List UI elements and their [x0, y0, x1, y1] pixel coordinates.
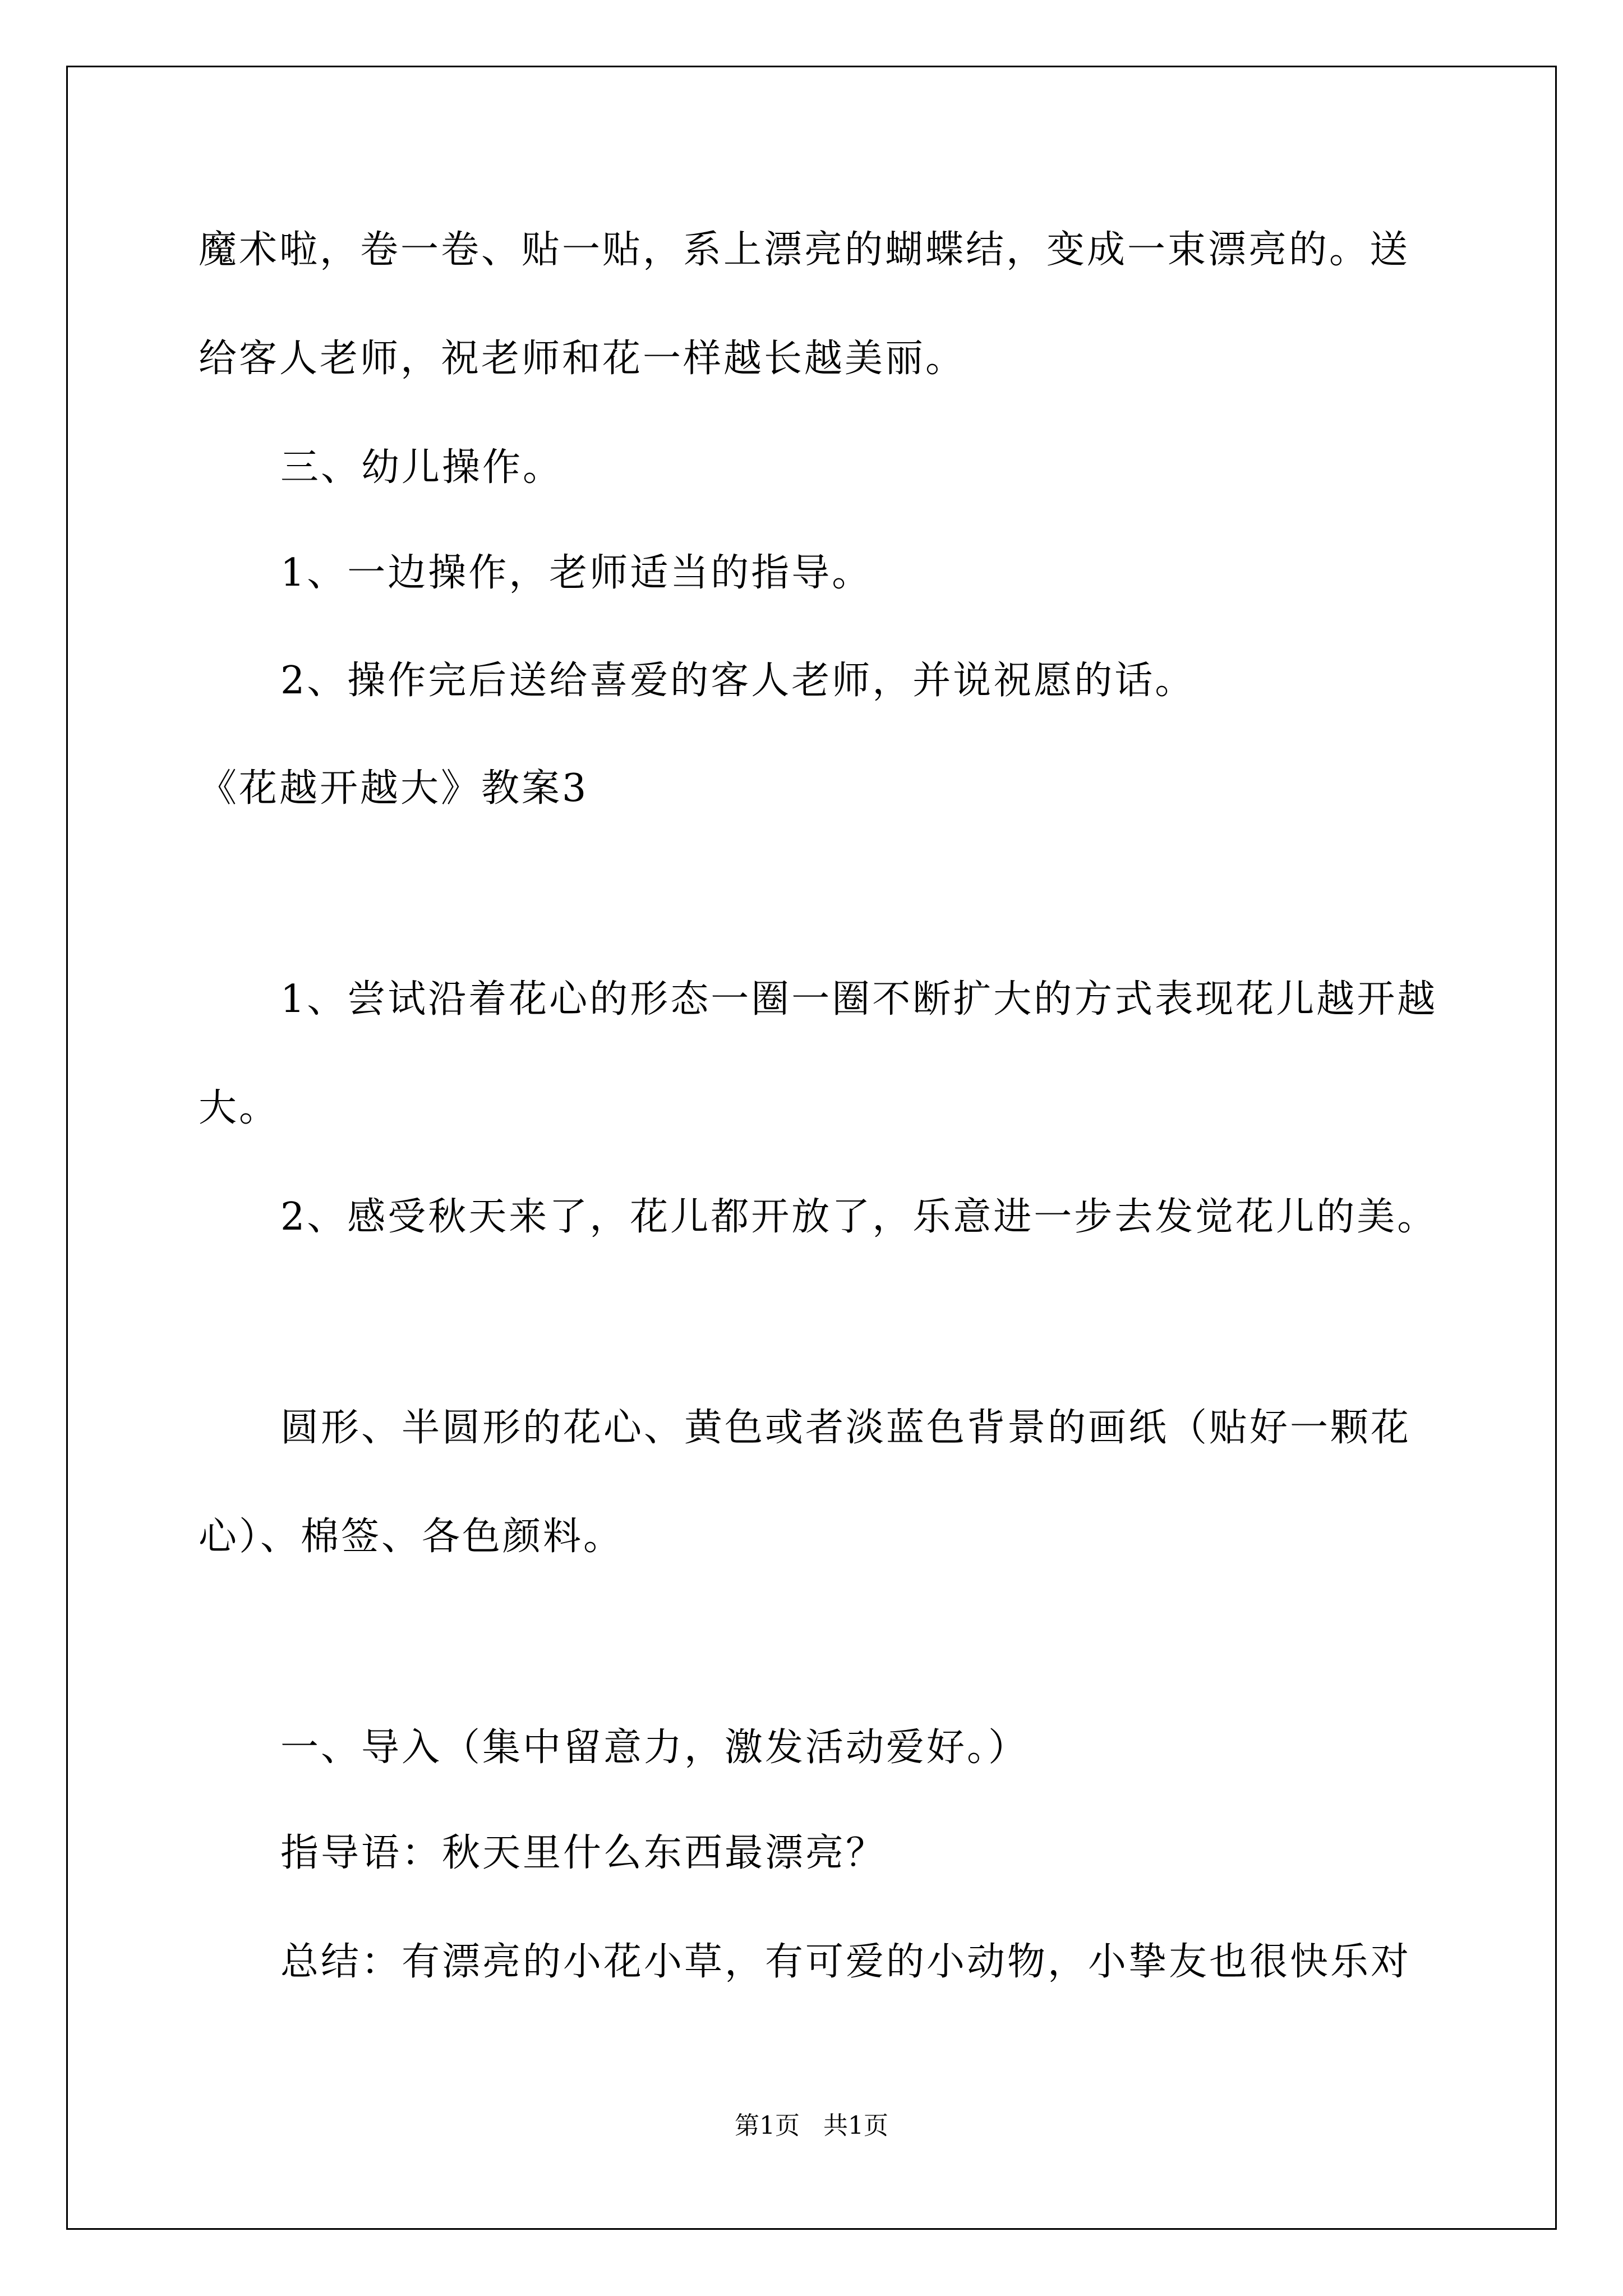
text-line-2: 给客人老师，祝老师和花一样越长越美丽。	[199, 337, 966, 381]
text-line-5: 2、操作完后送给喜爱的客人老师，并说祝愿的话。	[280, 659, 1196, 703]
text-line-14: 总结：有漂亮的小花小草，有可爱的小动物，小挚友也很快乐对	[280, 1940, 1412, 1984]
text-line-9: 2、感受秋天来了，花儿都开放了，乐意进一步去发觉花儿的美。	[280, 1195, 1438, 1239]
text-line-7: 1、尝试沿着花心的形态一圈一圈不断扩大的方式表现花儿越开越	[280, 977, 1438, 1022]
text-line-3: 三、幼儿操作。	[280, 445, 564, 490]
text-line-8: 大。	[199, 1086, 280, 1130]
text-line-4: 1、一边操作，老师适当的指导。	[280, 551, 873, 595]
page-footer: 第1页 共1页	[735, 2111, 888, 2140]
text-line-11: 心）、棉签、各色颜料。	[199, 1515, 624, 1559]
text-line-1: 魔术啦，卷一卷、贴一贴，系上漂亮的蝴蝶结，变成一束漂亮的。送	[199, 228, 1410, 272]
page-border	[66, 66, 1557, 2230]
section-heading: 《花越开越大》教案3	[199, 766, 589, 811]
text-line-10: 圆形、半圆形的花心、黄色或者淡蓝色背景的画纸（贴好一颗花	[280, 1406, 1412, 1450]
text-line-13: 指导语：秋天里什么东西最漂亮？	[280, 1831, 887, 1875]
text-line-12: 一、导入（集中留意力，激发活动爱好。）	[280, 1726, 1029, 1770]
